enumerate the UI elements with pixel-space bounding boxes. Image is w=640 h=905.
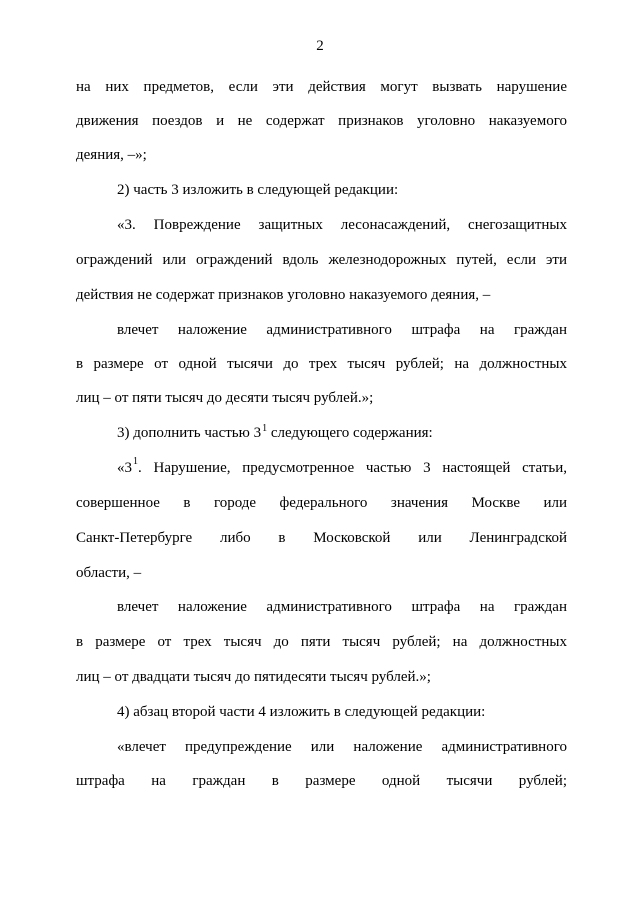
text-fragment: «3: [117, 460, 132, 476]
text-line: ограждений или ограждений вдоль железнодорожных путей, если эти: [76, 252, 567, 268]
text-line: движения поездов и не содержат признаков уголовно наказуемого: [76, 113, 567, 129]
text-line: влечет наложение административного штрафа на граждан: [117, 599, 567, 615]
text-line: [117, 456, 567, 477]
list-item-2: 2) часть 3 изложить в следующей редакции:: [117, 182, 399, 198]
text-line: области, –: [76, 565, 142, 581]
list-item-4: 4) абзац второй части 4 изложить в следующей редакции:: [117, 704, 486, 720]
text-line: штрафа на граждан в размере одной тысячи рублей;: [76, 773, 567, 789]
text-line: в размере от трех тысяч до пяти тысяч рублей; на должностных: [76, 634, 567, 650]
superscript: 1: [133, 456, 138, 467]
text-line: деяния, –»;: [76, 147, 147, 163]
text-line: в размере от одной тысячи до трех тысяч рублей; на должностных: [76, 356, 567, 372]
text-fragment: . Нарушение, предусмотренное частью 3 настоящей статьи,: [138, 460, 567, 476]
text-line: влечет наложение административного штрафа на граждан: [117, 322, 567, 338]
list-item-3: [117, 424, 567, 444]
text-line: на них предметов, если эти действия могут вызвать нарушение: [76, 79, 567, 95]
text-line: «3. Повреждение защитных лесонасаждений, снегозащитных: [117, 217, 567, 233]
text-line: совершенное в городе федерального значения Москве или: [76, 495, 567, 511]
text-line: действия не содержат признаков уголовно наказуемого деяния, –: [76, 287, 491, 303]
text-line: лиц – от пяти тысяч до десяти тысяч рублей.»;: [76, 390, 374, 406]
text-line: лиц – от двадцати тысяч до пятидесяти тысяч рублей.»;: [76, 669, 431, 685]
superscript: 1: [262, 423, 268, 434]
page-number: 2: [316, 38, 324, 54]
text-line: Санкт-Петербурге либо в Московской или Ленинградской: [76, 530, 567, 546]
text-fragment: следующего содержания:: [267, 425, 433, 441]
text-fragment: 3) дополнить частью 3: [117, 425, 262, 441]
text-line: «влечет предупреждение или наложение административного: [117, 739, 567, 755]
